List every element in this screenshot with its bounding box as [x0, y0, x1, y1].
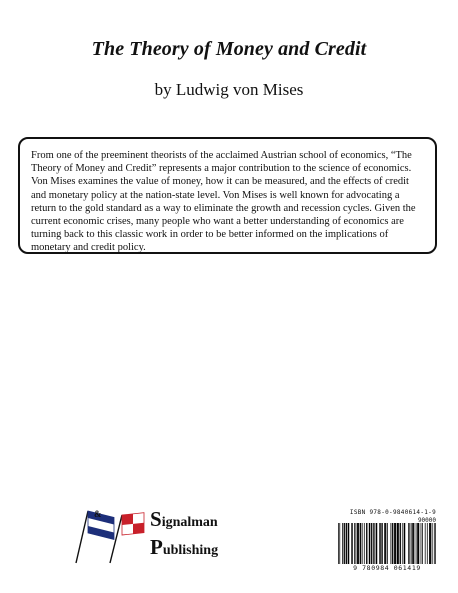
barcode-bar	[376, 523, 377, 567]
publisher-initial-p: P	[150, 535, 163, 559]
barcode-bar	[358, 523, 359, 567]
barcode-bar	[379, 523, 380, 567]
barcode-bar	[397, 523, 398, 567]
barcode-bar	[360, 523, 361, 567]
ean-digits: 9 780984 061419	[338, 564, 436, 572]
barcode-bar	[395, 523, 396, 567]
barcode-bar	[393, 523, 394, 567]
barcode-bar	[346, 523, 347, 567]
barcode-bar	[417, 523, 418, 567]
barcode-bar	[339, 523, 340, 567]
barcode-bar	[377, 523, 378, 567]
barcode-bar	[405, 523, 406, 567]
barcode-bar	[338, 523, 339, 567]
barcode-bar	[386, 523, 387, 567]
barcode-bar	[398, 523, 399, 567]
barcode-bar	[373, 523, 374, 567]
barcode-bar	[394, 523, 395, 567]
barcode-bar	[342, 523, 343, 567]
barcode-bar	[356, 523, 357, 567]
publisher-name	[150, 507, 218, 563]
barcode-bar	[398, 523, 399, 567]
barcode-bar	[352, 523, 353, 567]
barcode-bars	[338, 523, 436, 567]
barcode-bar	[344, 523, 345, 567]
publisher-logo	[70, 501, 230, 567]
barcode-bar	[367, 523, 368, 567]
barcode-bar	[354, 523, 355, 567]
barcode-bar	[369, 523, 370, 567]
barcode-bar	[385, 523, 386, 567]
barcode-bar	[382, 523, 383, 567]
barcode-bar	[381, 523, 382, 567]
barcode-bar	[413, 523, 414, 567]
barcode-bar	[371, 523, 372, 567]
barcode-bar	[411, 523, 412, 567]
book-title: The Theory of Money and Credit	[91, 38, 367, 60]
barcode-bar	[400, 523, 401, 567]
isbn-label: ISBN 978-0-9840614-1-9	[349, 509, 436, 516]
publisher-word-2: ublishing	[162, 543, 219, 558]
barcode-bar	[362, 523, 363, 567]
barcode-bar	[421, 523, 422, 567]
barcode-bar	[404, 523, 405, 567]
barcode-bar	[427, 523, 428, 567]
barcode-bar	[419, 523, 420, 567]
barcode-bar	[391, 523, 392, 567]
barcode-bar	[372, 523, 373, 567]
barcode-bar	[412, 523, 413, 567]
barcode-bar	[370, 523, 371, 567]
barcode-bar	[425, 523, 426, 567]
barcode-bar	[409, 523, 410, 567]
barcode-bar	[360, 523, 361, 567]
ampersand: &	[94, 509, 102, 519]
price-code: 90000	[417, 517, 436, 524]
barcode-bar	[351, 523, 352, 567]
author-line: by Ludwig von Mises	[154, 80, 304, 99]
barcode-bar	[414, 523, 415, 567]
barcode-bar	[384, 523, 385, 567]
barcode-bar	[430, 523, 431, 567]
barcode-bar	[432, 523, 433, 567]
barcode-bar	[434, 523, 435, 567]
barcode-bar	[344, 523, 345, 567]
barcode-bar	[380, 523, 381, 567]
barcode-bar	[395, 523, 396, 567]
barcode-bar	[430, 523, 431, 567]
barcode-bar	[349, 523, 350, 567]
publisher-word-1: ignalman	[161, 515, 218, 530]
barcode-bar	[366, 523, 367, 567]
isbn-barcode	[338, 509, 436, 575]
publisher-initial-s: S	[150, 507, 162, 531]
barcode-bar	[392, 523, 393, 567]
description-box	[18, 137, 437, 254]
barcode-bar	[418, 523, 419, 567]
barcode-bar	[364, 523, 365, 567]
description-text: From one of the preeminent theorists of the acclaimed Austrian school of economics, “The Theory of Money and Credit” represents a major contribution to the science of economics. Von Mises examines the value of money, how it can be measured, and the effects of credit and monetary policy at the nation-state level. Von Mises is well known for advocating a return to the gold standard as a way to eliminate the growth and recession cycles. Given the current economic crises, many people who want a better understanding of economics are turning back to this classic work in order to be better informed on the implications of monetary and credit policy.	[31, 150, 416, 254]
signal-flags-icon	[70, 505, 146, 565]
barcode-bar	[408, 523, 409, 567]
barcode-bar	[357, 523, 358, 567]
barcode-bar	[429, 523, 430, 567]
barcode-bar	[422, 523, 423, 567]
barcode-bar	[416, 523, 417, 567]
barcode-bar	[358, 523, 359, 567]
barcode-bar	[400, 523, 401, 567]
barcode-bar	[402, 523, 403, 567]
barcode-bar	[346, 523, 347, 567]
barcode-bar	[374, 523, 375, 567]
barcode-bar	[348, 523, 349, 567]
barcode-bar	[387, 523, 388, 567]
barcode-bar	[435, 523, 436, 567]
